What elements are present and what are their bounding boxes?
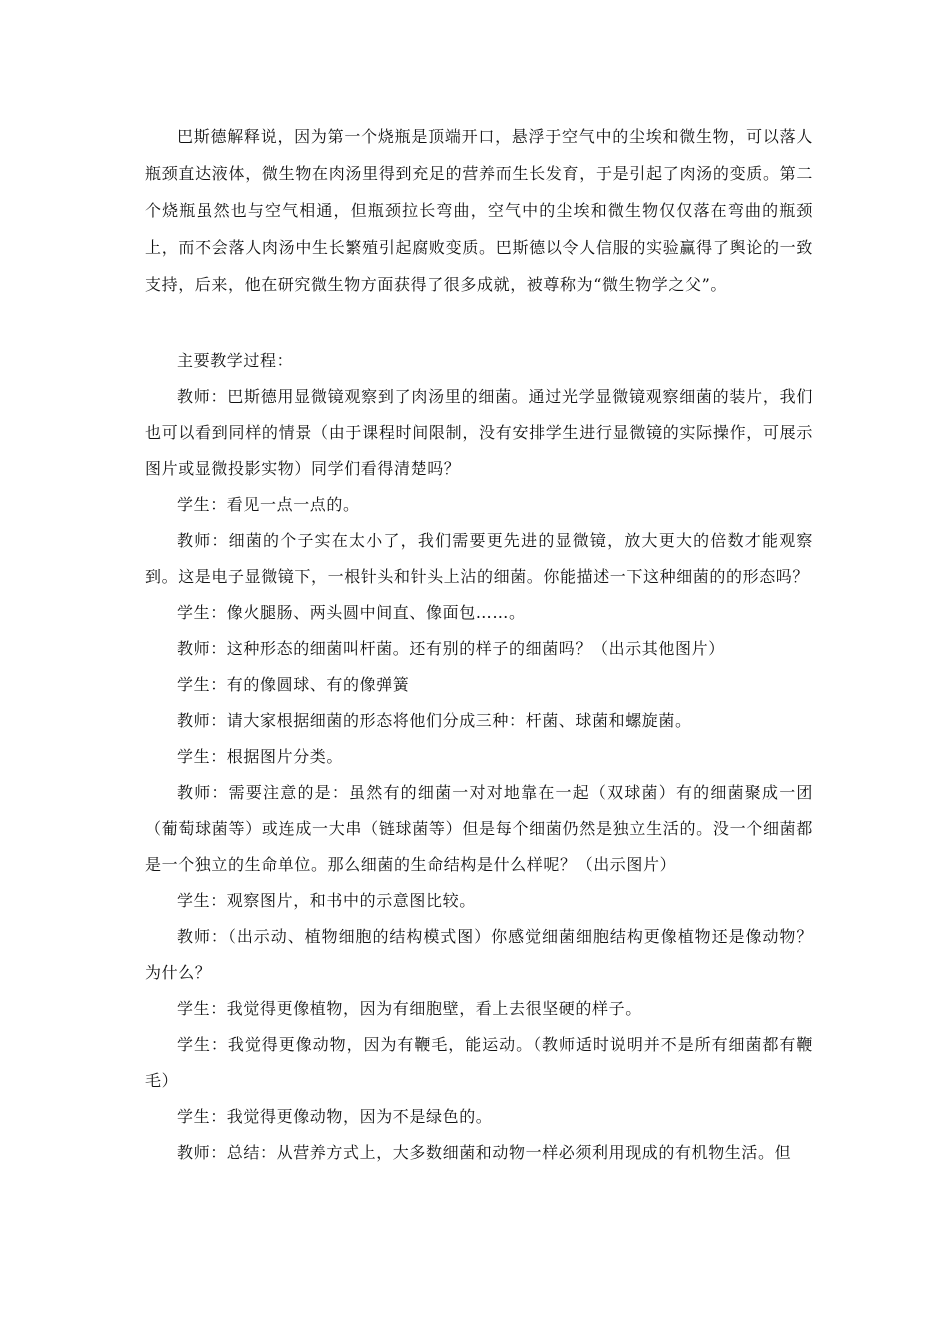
intro-paragraph: 巴斯德解释说，因为第一个烧瓶是顶端开口，悬浮于空气中的尘埃和微生物，可以落人瓶颈直达液体，微生物在肉汤里得到充足的营养而生长发育，于是引起了肉汤的变质。第二个烧瓶虽然也与空气相通，但瓶颈拉长弯曲，空气中的尘埃和微生物仅仅落在弯曲的瓶颈上，而不会落人肉汤中生长繁殖引起腐败变质。巴斯德以令人信服的实验赢得了舆论的一致支持，后来，他在研究微生物方面获得了很多成就，被尊称为“微生物学之父”。 <box>145 127 813 294</box>
section-heading: 主要教学过程： <box>177 351 294 370</box>
document-body <box>145 118 813 1171</box>
dialogue-line: 学生：有的像圆球、有的像弹簧 <box>177 675 410 694</box>
dialogue-line: 学生：像火腿肠、两头圆中间直、像面包……。 <box>177 603 526 622</box>
dialogue-line: 教师：巴斯德用显微镜观察到了肉汤里的细菌。通过光学显微镜观察细菌的装片，我们也可以看到同样的情景（由于课程时间限制，没有安排学生进行显微镜的实际操作，可展示图片或显微投影实物）同学们看得清楚吗？ <box>145 387 813 478</box>
dialogue-line: 教师：总结：从营养方式上，大多数细菌和动物一样必须利用现成的有机物生活。但 <box>177 1143 792 1162</box>
dialogue-line: 学生：根据图片分类。 <box>177 747 344 766</box>
dialogue-line: 学生：看见一点一点的。 <box>177 495 360 514</box>
dialogue-line: 教师：请大家根据细菌的形态将他们分成三种：杆菌、球菌和螺旋菌。 <box>177 711 692 730</box>
dialogue-line: 学生：我觉得更像植物，因为有细胞壁，看上去很坚硬的样子。 <box>177 999 642 1018</box>
dialogue-line: 教师：这种形态的细菌叫杆菌。还有别的样子的细菌吗？（出示其他图片） <box>177 639 725 658</box>
dialogue-line: 教师：（出示动、植物细胞的结构模式图）你感觉细菌细胞结构更像植物还是像动物？为什么？ <box>145 927 813 982</box>
dialogue-line: 教师：细菌的个子实在太小了，我们需要更先进的显微镜，放大更大的倍数才能观察到。这是电子显微镜下，一根针头和针头上沾的细菌。你能描述一下这种细菌的的形态吗？ <box>145 531 813 586</box>
paragraph-gap <box>145 303 813 343</box>
dialogue-line: 学生：我觉得更像动物，因为有鞭毛，能运动。（教师适时说明并不是所有细菌都有鞭毛） <box>145 1035 813 1090</box>
dialogue-line: 学生：我觉得更像动物，因为不是绿色的。 <box>177 1107 493 1126</box>
dialogue-line: 学生：观察图片，和书中的示意图比较。 <box>177 891 476 910</box>
dialogue-line: 教师：需要注意的是：虽然有的细菌一对对地靠在一起（双球菌）有的细菌聚成一团（葡萄球菌等）或连成一大串（链球菌等）但是每个细菌仍然是独立生活的。没一个细菌都是一个独立的生命单位。那么细菌的生命结构是什么样呢？（出示图片） <box>145 783 813 874</box>
